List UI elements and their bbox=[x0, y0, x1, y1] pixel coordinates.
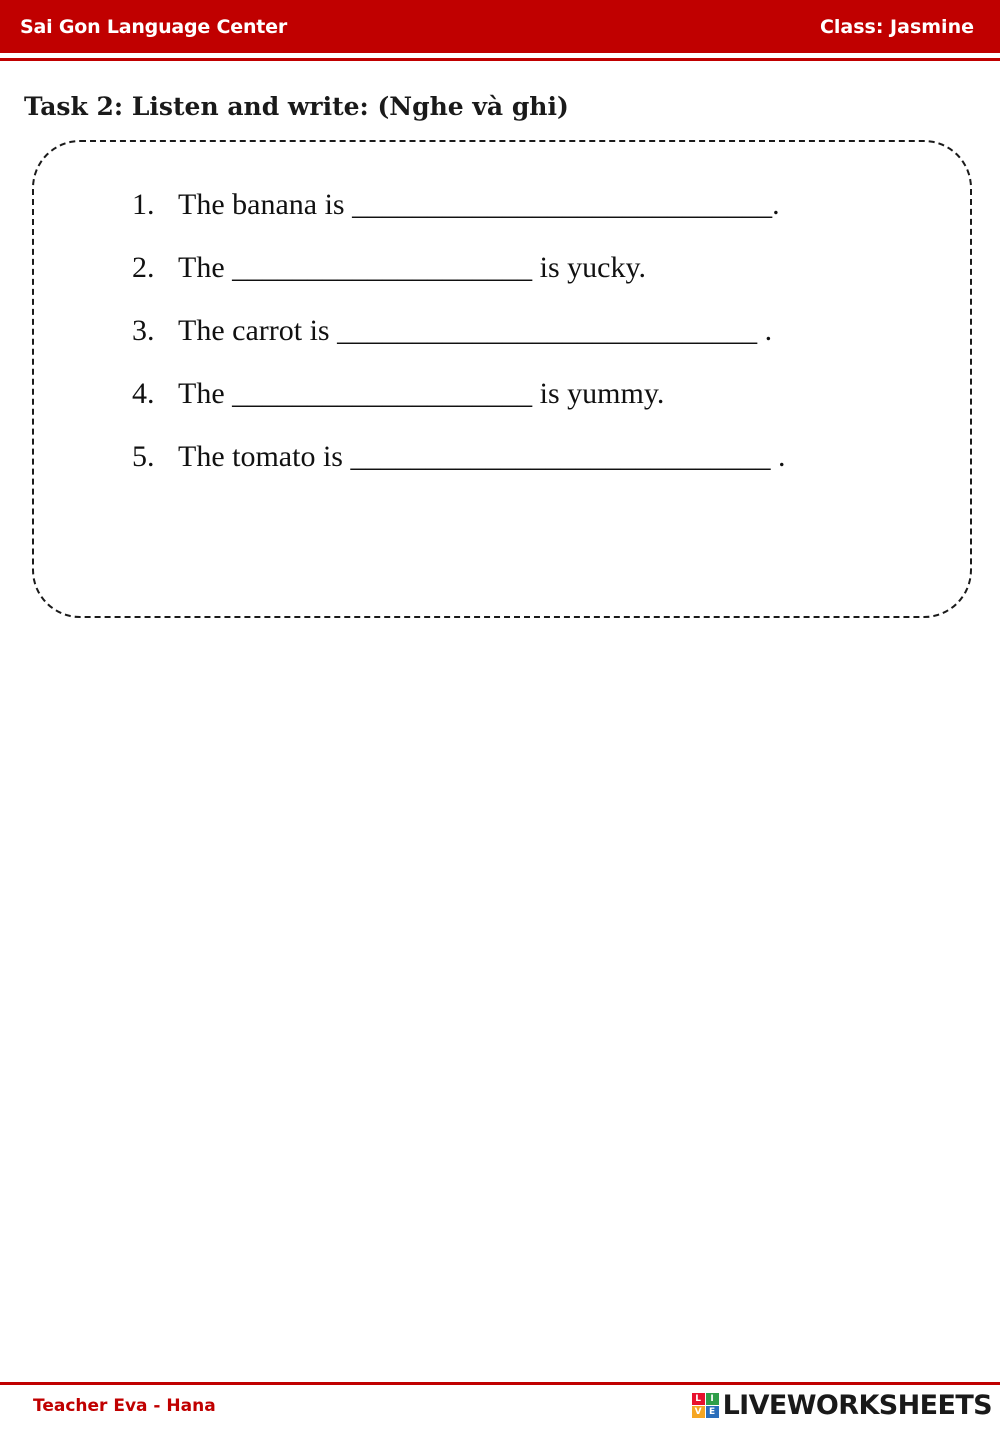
footer-divider bbox=[0, 1382, 1000, 1385]
question-text[interactable]: The ____________________ is yummy. bbox=[178, 377, 665, 410]
page-title: Task 2: Listen and write: (Nghe và ghi) bbox=[24, 92, 569, 121]
list-item bbox=[132, 251, 932, 285]
brand-square-v: V bbox=[692, 1406, 705, 1418]
question-text[interactable]: The carrot is ____________________________ . bbox=[178, 314, 773, 347]
liveworksheets-logo bbox=[692, 1390, 992, 1421]
class-label: Class: Jasmine bbox=[819, 15, 974, 38]
brand-square-i: I bbox=[706, 1393, 719, 1405]
question-number: 3. bbox=[132, 314, 155, 347]
list-item bbox=[132, 440, 932, 474]
list-item bbox=[132, 188, 932, 222]
question-number: 4. bbox=[132, 377, 155, 410]
teacher-credit: Teacher Eva - Hana bbox=[33, 1396, 216, 1416]
question-text[interactable]: The banana is ____________________________. bbox=[178, 188, 780, 221]
center-name: Sai Gon Language Center bbox=[20, 15, 288, 38]
brand-squares-icon bbox=[692, 1393, 719, 1418]
question-number: 2. bbox=[132, 251, 155, 284]
page-header bbox=[0, 0, 1000, 53]
question-number: 5. bbox=[132, 440, 155, 473]
brand-name: LIVEWORKSHEETS bbox=[722, 1390, 992, 1421]
question-list bbox=[132, 188, 932, 503]
question-number: 1. bbox=[132, 188, 155, 221]
question-text[interactable]: The tomato is ____________________________ . bbox=[178, 440, 786, 473]
question-text[interactable]: The ____________________ is yucky. bbox=[178, 251, 647, 284]
brand-square-e: E bbox=[706, 1406, 719, 1418]
brand-square-l: L bbox=[692, 1393, 705, 1405]
header-divider bbox=[0, 53, 1000, 61]
list-item bbox=[132, 377, 932, 411]
list-item bbox=[132, 314, 932, 348]
